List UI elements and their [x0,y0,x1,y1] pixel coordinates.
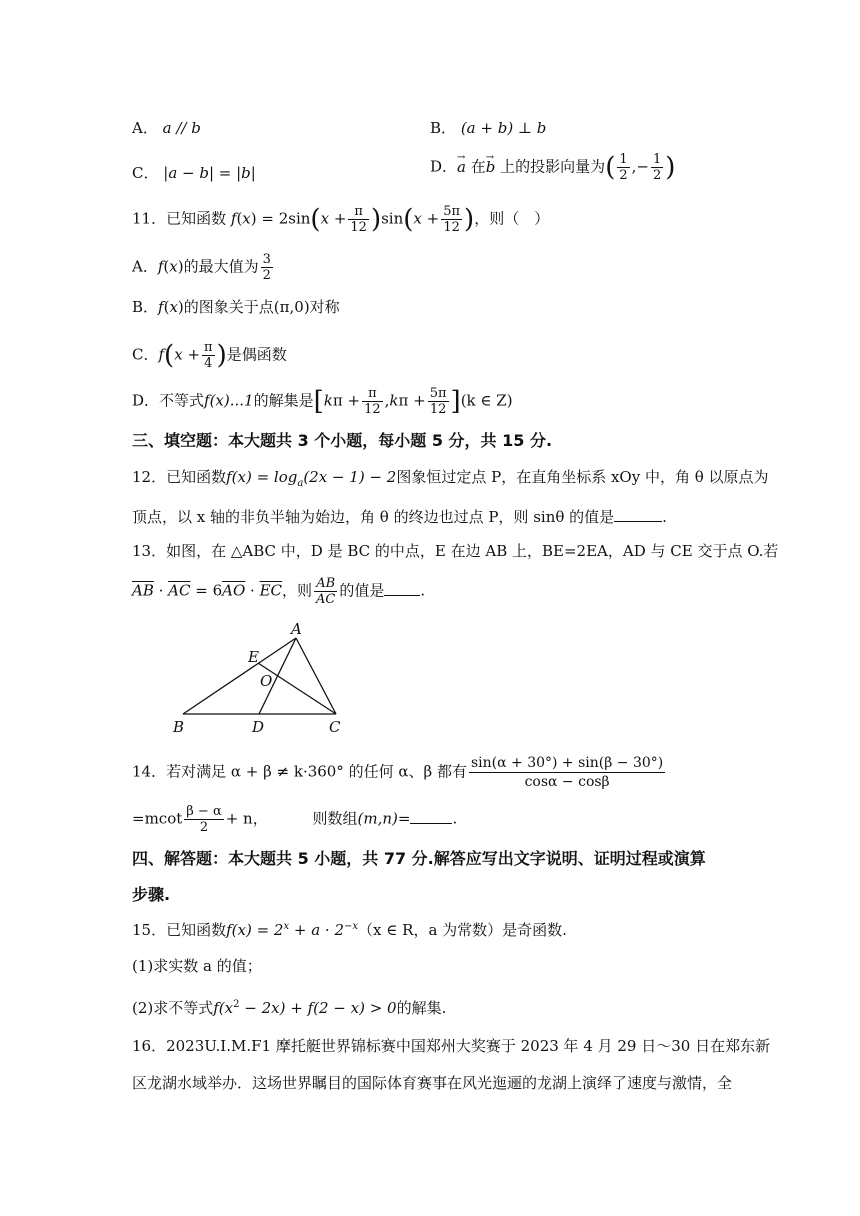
q10-option-d: D．→ a 在→ b 上的投影向量为( $\frac{1}{2}$ ,− $\frac{1}{2}$ ) [430,152,675,183]
label-a: A [291,620,302,638]
q11-option-d: D．不等式f(x)...1的解集是[kπ + $\frac{\pi}{12}$ ,kπ + $\frac{5\pi}{12}$ ](k ∈ Z) [132,386,513,417]
q11-option-c: C．f(x + $\frac{\pi}{4}$ )是偶函数 [132,340,287,371]
q10-option-a: A． a // b [132,119,201,137]
label-c: C [329,718,341,736]
q10-option-c: C． |a − b| = |b| [132,164,256,182]
section-3-heading: 三、填空题：本大题共 3 个小题，每小题 5 分，共 15 分. [132,431,553,450]
label-b: B [173,718,185,736]
label-d: D [252,718,265,736]
q12-line-1: 12．已知函数$f(x) = \log_a(2x - 1) - 2$图象恒过定点 P，在直角坐标系 xOy 中，角 θ 以原点为 [132,468,769,489]
q11-stem: 11．已知函数 f(x) = 2sin(x + $\frac{\pi}{12}$ )sin(x + $\frac{5\pi}{12}$ )，则（ ） [132,204,550,235]
q10-option-b-math: (a + b) ⊥ b [460,119,547,137]
q11-option-a: A．f(x)的最大值为 $\frac{3}{2}$ [132,252,271,283]
q15-sub-2: (2)求不等式$f(x^2 - 2x) + f(2 - x) > 0$的解集. [132,999,447,1017]
q13-line-1: 13．如图，在 △ABC 中，D 是 BC 的中点，E 在边 AB 上，BE=2EA，AD 与 CE 交于点 O.若 [132,542,779,560]
q14-line-2: =mcot $\frac{\beta - \alpha}{2}$ + n， 则数组(m,n)= . [132,804,458,835]
q13-answer-blank[interactable] [384,581,420,596]
q14-line-1: 14．若对满足 α + β ≠ k·360° 的任何 α、β 都有 $\frac{\sin(\alpha + 30^\circ) + \sin(\beta - 30^\circ)}{\cos\alpha - \cos\beta}$ [132,755,664,790]
q14-answer-blank[interactable] [410,809,452,824]
label-e: E [248,648,259,666]
q10-option-a-math: a // b [162,119,201,137]
section-4-heading-line-2: 步骤. [132,885,171,904]
triangle-figure [170,618,370,738]
q16-line-1: 16．2023U.I.M.F1 摩托艇世界锦标赛中国郑州大奖赛于 2023 年 4 月 29 日～30 日在郑东新 [132,1037,771,1055]
q10-option-b: B． (a + b) ⊥ b [430,119,547,137]
q10-option-c-math: |a − b| = |b| [163,164,256,182]
q16-line-2: 区龙湖水域举办．这场世界瞩目的国际体育赛事在风光迤逦的龙湖上演绎了速度与激情，全 [132,1074,733,1092]
q15-sub-1: (1)求实数 a 的值； [132,957,262,975]
section-4-heading-line-1: 四、解答题：本大题共 5 小题，共 77 分.解答应写出文字说明、证明过程或演算 [132,849,706,868]
label-o: O [260,672,273,690]
side-ac [296,638,336,714]
q13-line-2: $\overline{AB} \cdot \overline{AC} = 6\overline{AO} \cdot \overline{EC}$，则 $\frac{AB}{AC}$ 的值是 . [132,576,426,607]
q12-line-2: 顶点，以 x 轴的非负半轴为始边，角 θ 的终边也过点 P，则 sinθ 的值是 . [132,508,667,526]
q12-answer-blank[interactable] [614,507,662,522]
q11-option-b: B．f(x)的图象关于点(π,0)对称 [132,298,340,316]
q15-stem: 15．已知函数$f(x) = 2^x + a \cdot 2^{-x}(x$ ∈ R，a 为常数）是奇函数. [132,921,567,939]
